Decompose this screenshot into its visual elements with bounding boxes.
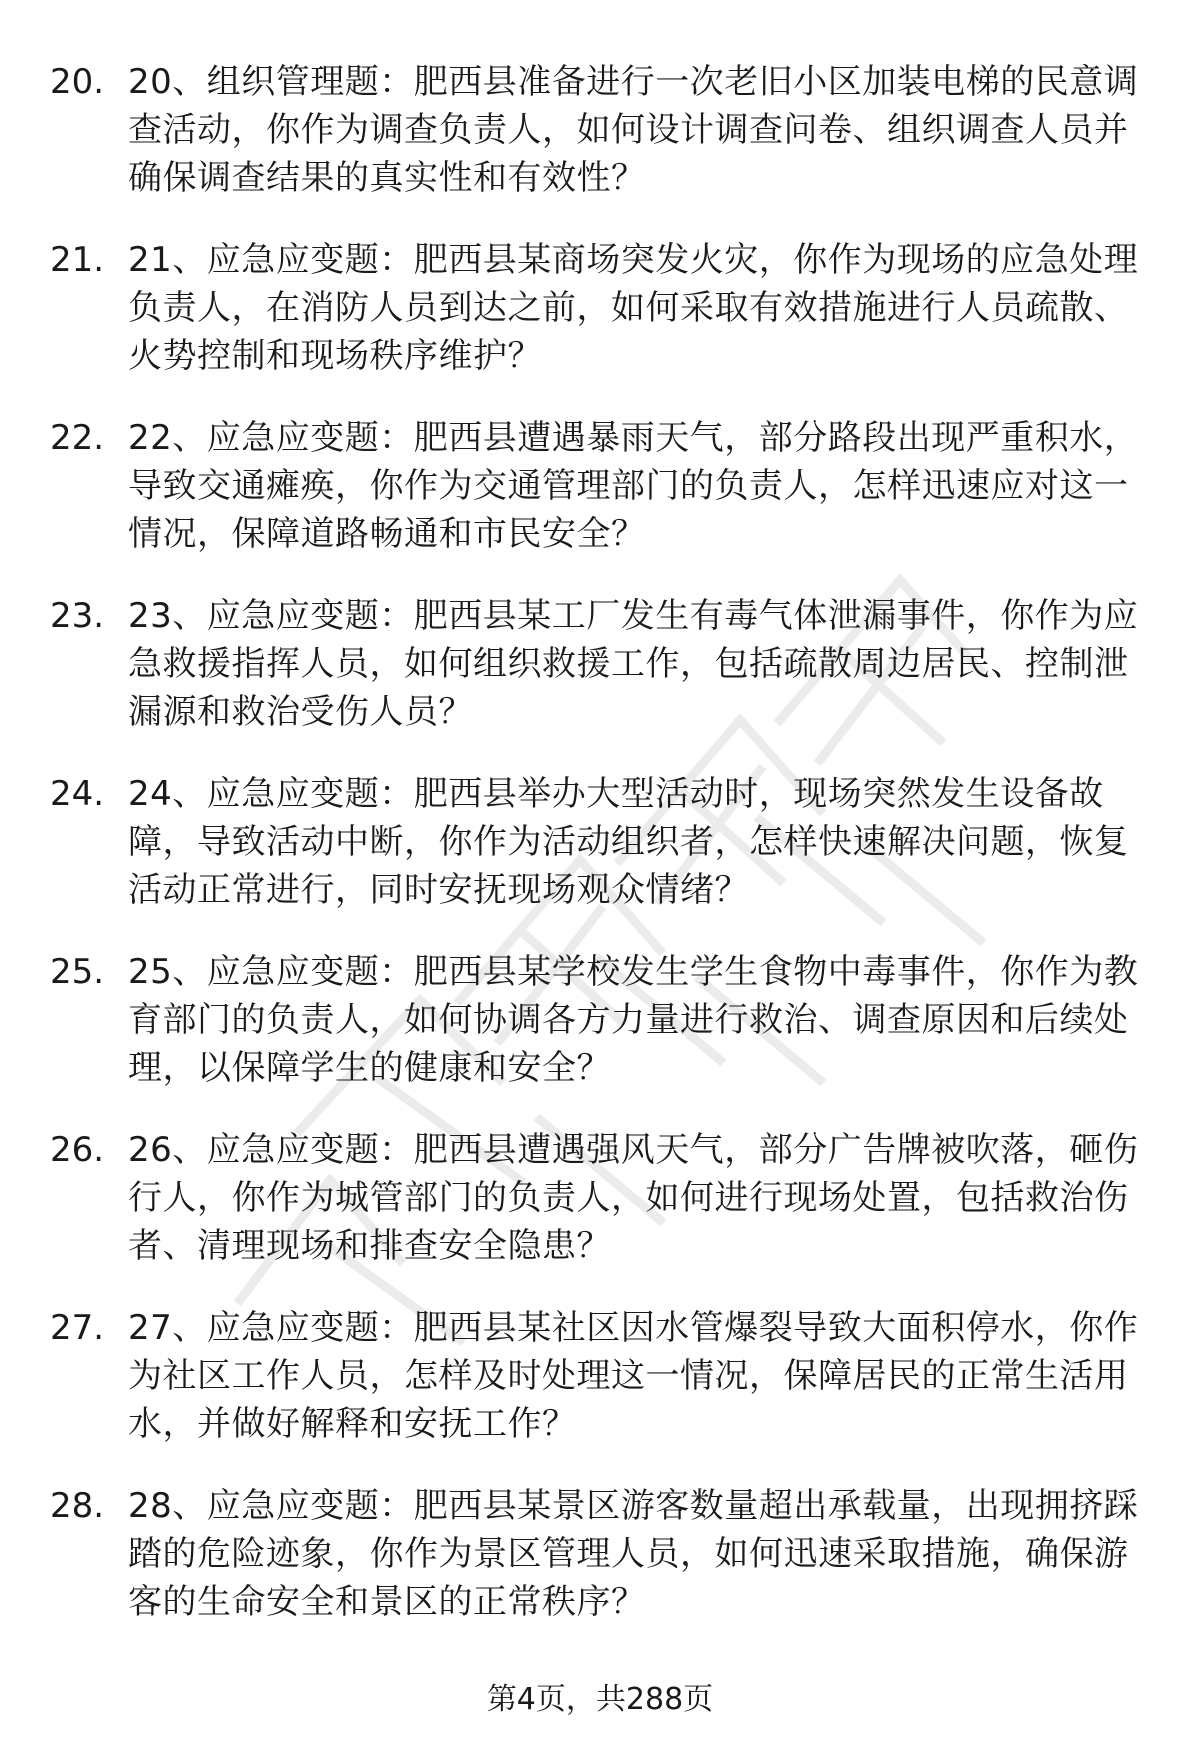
question-text: 28、应急应变题：肥西县某景区游客数量超出承载量，出现拥挤踩踏的危险迹象，你作为景区管理人员，如何迅速采取措施，确保游客的生命安全和景区的正常秩序？: [128, 1486, 1139, 1622]
list-item: [0, 592, 1200, 770]
question-text: 21、应急应变题：肥西县某商场突发火灾，你作为现场的应急处理负责人，在消防人员到达之前，如何采取有效措施进行人员疏散、火势控制和现场秩序维护？: [128, 240, 1139, 376]
list-item: [0, 236, 1200, 414]
question-number: 27.: [50, 1308, 105, 1348]
list-item: [0, 1126, 1200, 1304]
page-footer: 第4页，共288页: [486, 1682, 714, 1717]
question-number: 28.: [50, 1486, 105, 1526]
question-number: 23.: [50, 596, 105, 636]
list-item: [0, 1482, 1200, 1660]
question-text: 22、应急应变题：肥西县遭遇暴雨天气，部分路段出现严重积水，导致交通瘫痪，你作为交通管理部门的负责人，怎样迅速应对这一情况，保障道路畅通和市民安全？: [128, 418, 1139, 554]
question-number: 20.: [50, 62, 105, 102]
question-text: 20、组织管理题：肥西县准备进行一次老旧小区加装电梯的民意调查活动，你作为调查负责人，如何设计调查问卷、组织调查人员并确保调查结果的真实性和有效性？: [128, 62, 1139, 198]
question-number: 24.: [50, 774, 105, 814]
list-item: [0, 58, 1200, 236]
question-number: 22.: [50, 418, 105, 458]
question-number: 21.: [50, 240, 105, 280]
question-number: 25.: [50, 952, 105, 992]
question-text: 27、应急应变题：肥西县某社区因水管爆裂导致大面积停水，你作为社区工作人员，怎样及时处理这一情况，保障居民的正常生活用水，并做好解释和安抚工作？: [128, 1308, 1139, 1444]
list-item: [0, 770, 1200, 948]
question-text: 23、应急应变题：肥西县某工厂发生有毒气体泄漏事件，你作为应急救援指挥人员，如何组织救援工作，包括疏散周边居民、控制泄漏源和救治受伤人员？: [128, 596, 1139, 732]
question-text: 25、应急应变题：肥西县某学校发生学生食物中毒事件，你作为教育部门的负责人，如何协调各方力量进行救治、调查原因和后续处理，以保障学生的健康和安全？: [128, 952, 1139, 1088]
question-number: 26.: [50, 1130, 105, 1170]
question-list: [0, 58, 1200, 1660]
question-text: 26、应急应变题：肥西县遭遇强风天气，部分广告牌被吹落，砸伤行人，你作为城管部门的负责人，如何进行现场处置，包括救治伤者、清理现场和排查安全隐患？: [128, 1130, 1139, 1266]
list-item: [0, 414, 1200, 592]
list-item: [0, 1304, 1200, 1482]
question-text: 24、应急应变题：肥西县举办大型活动时，现场突然发生设备故障，导致活动中断，你作为活动组织者，怎样快速解决问题，恢复活动正常进行，同时安抚现场观众情绪？: [128, 774, 1129, 910]
list-item: [0, 948, 1200, 1126]
